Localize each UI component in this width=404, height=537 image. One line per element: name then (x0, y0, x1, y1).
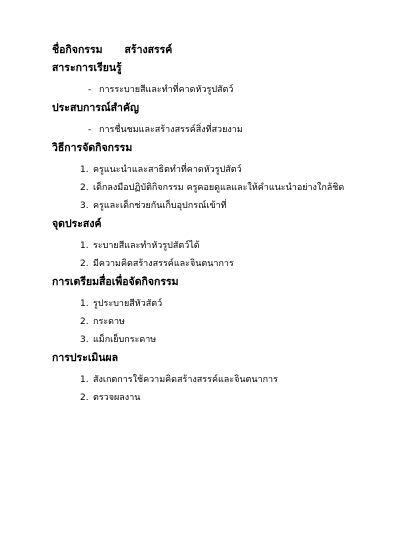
list-item-text: ระบายสีและทำหัวรูปสัตว์ได้ (93, 241, 200, 251)
list-marker: 1. (80, 241, 89, 251)
list-item (52, 255, 392, 273)
list-item (52, 161, 392, 179)
list-item (52, 121, 392, 139)
section-heading-experience: ประสบการณ์สำคัญ (52, 102, 139, 114)
list-item (52, 81, 392, 99)
list-item-text: ตรวจผลงาน (93, 393, 141, 403)
list-item-text: กระดาษ (93, 317, 125, 327)
list-item-text: มีความคิดสร้างสรรค์และจินตนาการ (93, 259, 234, 269)
list-marker: 2. (80, 259, 89, 269)
list-item-text: ครูแนะนำและสาธิตทำที่คาดหัวรูปสัตว์ (93, 165, 242, 175)
list-marker: 1. (80, 375, 89, 385)
list-item (52, 295, 392, 313)
list-item-text: สังเกตการใช้ความคิดสร้างสรรค์และจินตนาการ (93, 375, 278, 385)
list-item-text: การชื่นชมและสร้างสรรค์สิ่งที่สวยงาม (99, 125, 243, 135)
list-item (52, 389, 392, 407)
list-item-text: ครูและเด็กช่วยกันเก็บอุปกรณ์เข้าที่ (93, 201, 227, 211)
section-heading-content: สาระการเรียนรู้ (52, 62, 122, 74)
list-item (52, 237, 392, 255)
section-heading-materials: การเตรียมสื่อเพื่อจัดกิจกรรม (52, 276, 179, 288)
list-item-text: แม็กเย็บกระดาษ (93, 335, 157, 345)
list-marker: - (88, 125, 92, 135)
list-marker: 2. (80, 317, 89, 327)
list-marker: 3. (80, 201, 89, 211)
list-item (52, 313, 392, 331)
list-marker: 3. (80, 335, 89, 345)
section-heading-evaluation: การประเมินผล (52, 352, 119, 364)
list-marker: 2. (80, 183, 89, 193)
section-heading-procedure: วิธีการจัดกิจกรรม (52, 142, 133, 154)
list-marker: - (88, 85, 92, 95)
list-item-text: เด็กลงมือปฏิบัติกิจกรรม ครูคอยดูแลและให้คำแนะนำอย่างใกล้ชิด (93, 183, 345, 193)
list-marker: 1. (80, 165, 89, 175)
title-row (52, 41, 392, 59)
document-title: ชื่อกิจกรรม (52, 44, 103, 56)
list-marker: 1. (80, 299, 89, 309)
list-item (52, 179, 392, 197)
list-marker: 2. (80, 393, 89, 403)
list-item (52, 331, 392, 349)
list-item-text: การระบายสีและทำที่คาดหัวรูปสัตว์ (99, 85, 234, 95)
list-item (52, 197, 392, 215)
list-item-text: รูประบายสีหัวสัตว์ (93, 299, 163, 309)
section-heading-objectives: จุดประสงค์ (52, 218, 102, 230)
activity-name: สร้างสรรค์ (124, 44, 173, 56)
list-item (52, 371, 392, 389)
lesson-plan (52, 41, 392, 407)
